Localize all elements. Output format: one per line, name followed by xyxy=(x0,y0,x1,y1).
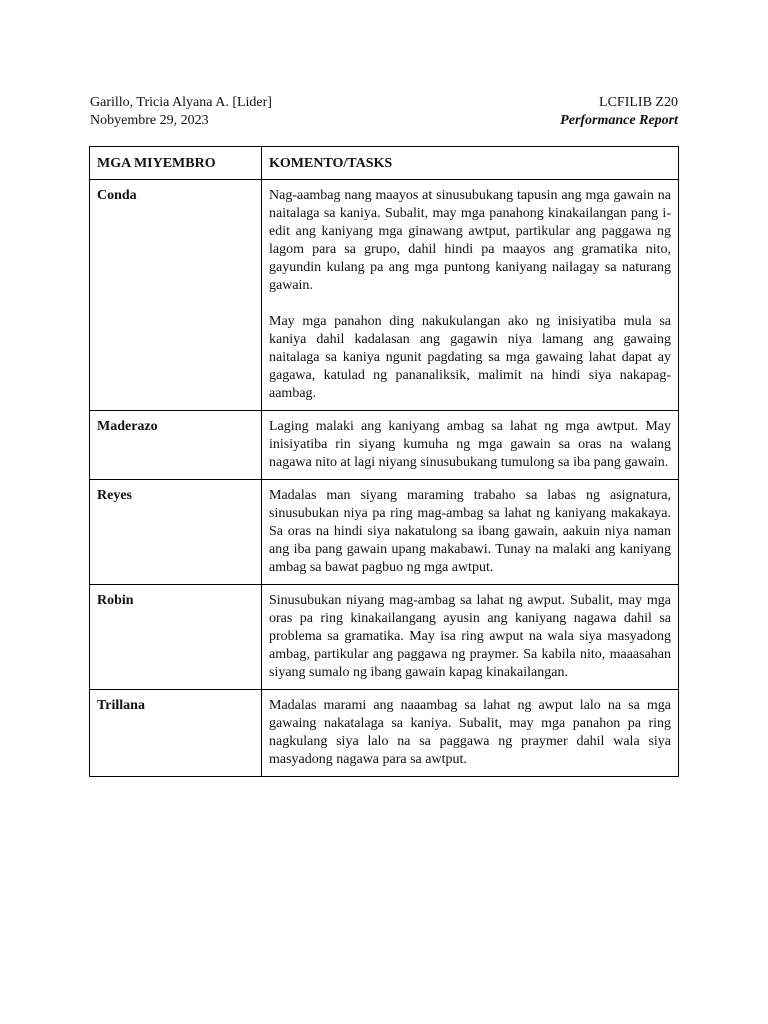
table-header-row xyxy=(90,147,679,180)
comment-paragraph: May mga panahon ding nakukulangan ako ng inisiyatiba mula sa kaniya dahil kadalasan ang gagawin niya lamang ang gawaing naitalaga sa kaniya ngunit pagdating sa mga gawaing lahat dapat ay gagawa, katulad ng pananaliksik, malimit na hindi siya nakapag-aambag. xyxy=(269,314,671,401)
member-name: Conda xyxy=(90,180,262,411)
table-row xyxy=(90,585,679,690)
table-row xyxy=(90,480,679,585)
performance-table xyxy=(89,146,679,777)
comment-paragraph: Madalas marami ang naaambag sa lahat ng awput lalo na sa mga gawaing nakatalaga sa kaniya. Subalit, may mga panahon pa ring nagkulang siya lalo na sa paggawa ng praymer dahil wala siya masyadong nagawa para sa awtput. xyxy=(269,698,671,767)
member-comment xyxy=(262,585,679,690)
author-line: Garillo, Tricia Alyana A. [Lider] xyxy=(90,95,272,110)
member-comment xyxy=(262,180,679,411)
comment-paragraph: Nag-aambag nang maayos at sinusubukang tapusin ang mga gawain na naitalaga sa kaniya. Subalit, may mga panahong kinakailangan pang i-edit ang kaniyang mga ginawang awtput, partikular ang paggawa ng lagom para sa grupo, dahil hindi pa maayos ang gramatika nito, gayundin kulang pa ang mga puntong kaniyang nailagay sa naturang gawain. xyxy=(269,188,671,293)
course-code: LCFILIB Z20 xyxy=(599,95,678,110)
table-row xyxy=(90,180,679,411)
date-line: Nobyembre 29, 2023 xyxy=(90,113,209,128)
member-comment xyxy=(262,480,679,585)
header-left-block xyxy=(90,94,272,130)
member-comment xyxy=(262,690,679,777)
member-name: Maderazo xyxy=(90,411,262,480)
table-row xyxy=(90,411,679,480)
comment-paragraph: Laging malaki ang kaniyang ambag sa lahat ng mga awtput. May inisiyatiba rin siyang kumuha ng mga gawain sa oras na walang nagawa nito at lagi niyang sinusubukang tumulong sa iba pang gawain. xyxy=(269,419,671,470)
column-header-comments: KOMENTO/TASKS xyxy=(262,147,679,180)
table-row xyxy=(90,690,679,777)
report-title: Performance Report xyxy=(560,113,678,128)
member-name: Robin xyxy=(90,585,262,690)
header-right-block xyxy=(560,94,678,130)
member-name: Trillana xyxy=(90,690,262,777)
member-name: Reyes xyxy=(90,480,262,585)
comment-paragraph: Sinusubukan niyang mag-ambag sa lahat ng awput. Subalit, may mga oras pa ring kinakailangang ayusin ang kaniyang nagawa dahil sa problema sa gramatika. May isa ring awput na wala siya masyadong ambag, partikular ang paggawa ng praymer. Sa kabila nito, maaasahan siyang sumalo ng ibang gawain kapag kinakailangan. xyxy=(269,593,671,680)
column-header-members: MGA MIYEMBRO xyxy=(90,147,262,180)
member-comment xyxy=(262,411,679,480)
comment-paragraph: Madalas man siyang maraming trabaho sa labas ng asignatura, sinusubukan niya pa ring mag-ambag sa lahat ng kaniyang makakaya. Sa oras na hindi siya nakatulong sa ibang gawain, aakuin niya naman ang iba pang gawain upang makabawi. Tunay na malaki ang kaniyang ambag sa bawat pagbuo ng mga awtput. xyxy=(269,488,671,575)
